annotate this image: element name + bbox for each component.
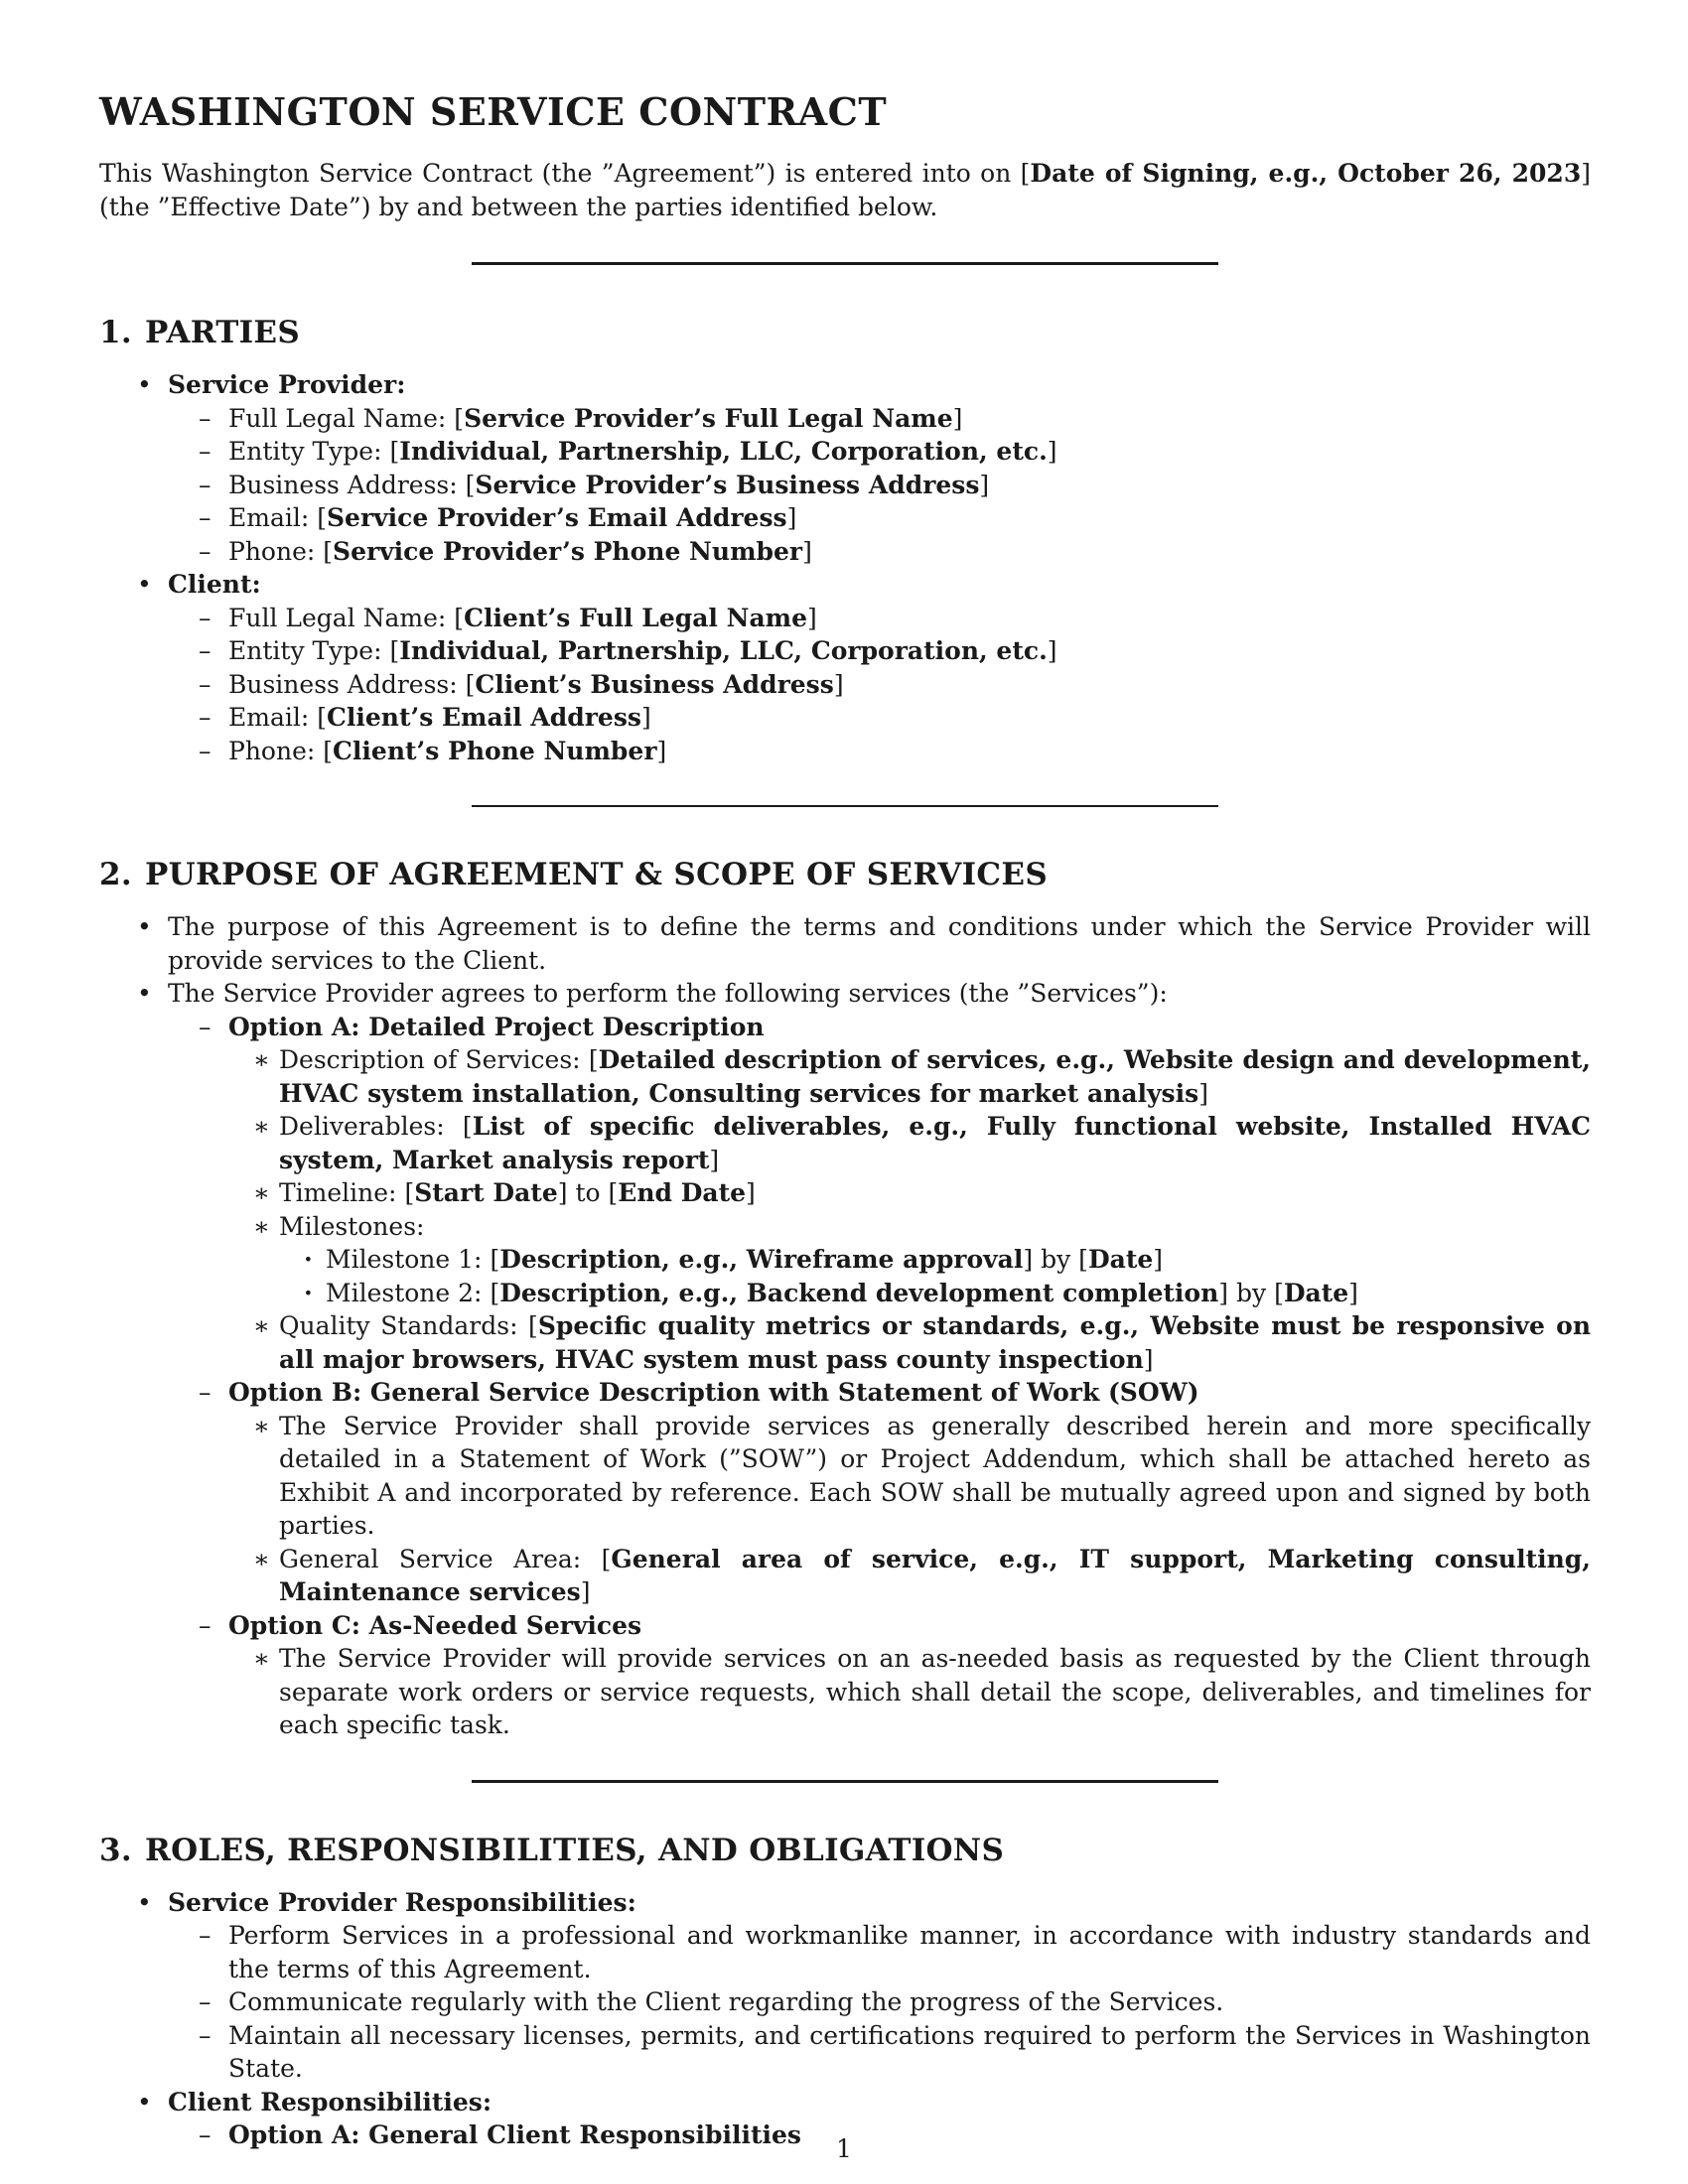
document-page [99,87,1591,2152]
service-provider-item [99,368,1591,568]
list-item: – Email: [Client’s Email Address] [168,701,1591,735]
section-title: PURPOSE OF AGREEMENT & SCOPE OF SERVICES [145,857,1049,892]
client-label: Client: [168,570,261,599]
list-item: – Business Address: [Client’s Business Address] [168,668,1591,702]
intro-paragraph [99,157,1591,224]
list-item: ∗ General Service Area: [General area of service, e.g., IT support, Marketing consulting, Maintenance services] [228,1543,1591,1609]
services-item: • The Service Provider agrees to perform the following services (the ”Services”): – Option A: Detailed Project Description ∗ Description of Services: [Detailed description of services, e.g., Website design and development, HVAC system installation, Consulting services for market analysis] ∗ Deliverables: [List of specific deliverables, e.g., Fully functional website, Installed HVAC system, Market analysis report] ∗ Timeline: [Start Date] to [End Date] ∗ Milestones: · Milestone 1: [Description, e.g., Wireframe approval] by [Date] · Milestone 2: [Description, e.g., Backend development completion] by [Date] ∗ Quality Standards: [Specific quality metrics or standards, e.g., Website must be responsive on all major browsers, HVAC system must pass county inspection] – Option B: General Service Description with Statement of Work (SOW) ∗ The Service Provider shall provide services as generally described herein and more specifically detailed in a Statement of Work (”SOW”) or Project Addendum, which shall be attached hereto as Exhibit A and incorporated by reference. Each SOW shall be mutually agreed upon and signed by both parties. ∗ General Service Area: [General area of service, e.g., IT support, Marketing consulting, Maintenance services] – Option C: As-Needed Services ∗ The Service Provider will provide services on an as-needed basis as requested by the Client through separate work orders or service requests, which shall detail the scope, deliverables, and timelines for each specific task. [99,977,1591,1742]
section-heading-parties [99,313,1591,352]
milestone-item: · Milestone 2: [Description, e.g., Backend development completion] by [Date] [279,1277,1591,1310]
signing-date-placeholder: Date of Signing, e.g., October 26, 2023 [1030,159,1582,188]
option-b [168,1376,1591,1609]
scope-list [99,910,1591,1742]
purpose-item: • The purpose of this Agreement is to define the terms and conditions under which the Service Provider will provide services to the Client. [99,910,1591,977]
milestone-item: · Milestone 1: [Description, e.g., Wireframe approval] by [Date] [279,1243,1591,1277]
client-responsibilities: • Client Responsibilities: – Option A: General Client Responsibilities [99,2086,1591,2152]
document-title: WASHINGTON SERVICE CONTRACT [99,89,888,134]
section-heading-scope [99,855,1591,894]
section-title: PARTIES [145,315,301,350]
section-number: 3. [99,1832,132,1868]
list-item: – Phone: [Client’s Phone Number] [168,735,1591,768]
provider-responsibilities: • Service Provider Responsibilities: – Perform Services in a professional and workmanlike manner, in accordance with industry standards and the terms of this Agreement. – Communicate regularly with the Client regarding the progress of the Services. – Maintain all necessary licenses, permits, and certifications required to perform the Services in Washington State. [99,1886,1591,2086]
option-a-label: Option A: Detailed Project Description [228,1012,765,1041]
list-item: – Phone: [Service Provider’s Phone Number] [168,535,1591,569]
parties-list [99,368,1591,767]
option-c [168,1609,1591,1742]
list-item: ∗ Timeline: [Start Date] to [End Date] [228,1176,1591,1210]
list-item: – Entity Type: [Individual, Partnership, LLC, Corporation, etc.] [168,435,1591,469]
list-item: – Business Address: [Service Provider’s Business Address] [168,469,1591,502]
list-item: ∗ The Service Provider shall provide services as generally described herein and more specifically detailed in a Statement of Work (”SOW”) or Project Addendum, which shall be attached hereto as Exhibit A and incorporated by reference. Each SOW shall be mutually agreed upon and signed by both parties. [228,1410,1591,1543]
list-item: – Full Legal Name: [Client’s Full Legal Name] [168,602,1591,635]
list-item: ∗ Milestones: · Milestone 1: [Description, e.g., Wireframe approval] by [Date] · Milestone 2: [Description, e.g., Backend development completion] by [Date] [228,1210,1591,1310]
section-divider [472,805,1218,807]
section-title: ROLES, RESPONSIBILITIES, AND OBLIGATIONS [145,1832,1005,1868]
option-a [168,1011,1591,1377]
page-number: 1 [836,2134,852,2163]
list-item: ∗ The Service Provider will provide services on an as-needed basis as requested by the Client through separate work orders or service requests, which shall detail the scope, deliverables, and timelines for each specific task. [228,1642,1591,1742]
list-item: ∗ Quality Standards: [Specific quality metrics or standards, e.g., Website must be responsive on all major browsers, HVAC system must pass county inspection] [228,1309,1591,1376]
section-divider [472,1780,1218,1783]
list-item: – Email: [Service Provider’s Email Address] [168,501,1591,535]
list-item: ∗ Description of Services: [Detailed description of services, e.g., Website design and development, HVAC system installation, Consulting services for market analysis] [228,1043,1591,1110]
list-item: – Maintain all necessary licenses, permits, and certifications required to perform the Services in Washington State. [168,2019,1591,2086]
option-b-label: Option B: General Service Description with Statement of Work (SOW) [228,1378,1199,1407]
list-item: – Option A: General Client Responsibilities [168,2118,1591,2152]
option-c-label: Option C: As-Needed Services [228,1610,642,1640]
intro-text-start: This Washington Service Contract (the ”Agreement”) is entered into on [ [99,159,1031,188]
section-number: 2. [99,857,132,892]
list-item: – Entity Type: [Individual, Partnership, LLC, Corporation, etc.] [168,634,1591,668]
roles-list [99,1886,1591,2152]
list-item: ∗ Deliverables: [List of specific deliverables, e.g., Fully functional website, Installed HVAC system, Market analysis report] [228,1110,1591,1176]
client-item [99,568,1591,767]
section-heading-roles [99,1831,1591,1870]
section-number: 1. [99,315,132,350]
intro-text-end: ] (the ”Effective Date”) by and between the parties identified below. [99,159,1591,221]
list-item: – Full Legal Name: [Service Provider’s Full Legal Name] [168,402,1591,436]
list-item: – Perform Services in a professional and workmanlike manner, in accordance with industry standards and the terms of this Agreement. [168,1919,1591,1985]
section-divider [472,262,1218,265]
service-provider-label: Service Provider: [168,370,406,399]
list-item: – Communicate regularly with the Client regarding the progress of the Services. [168,1985,1591,2019]
